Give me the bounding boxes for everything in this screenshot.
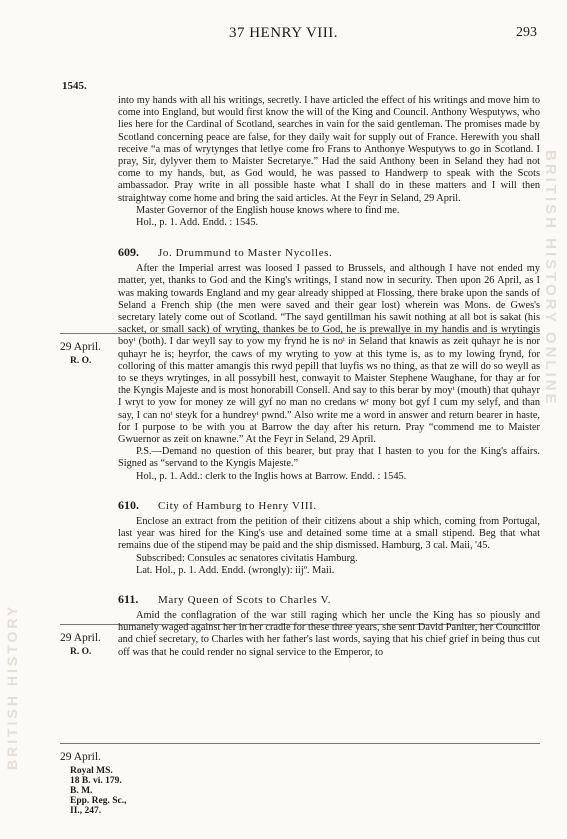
entry-610-heading: [118, 499, 540, 514]
intro-meta: Hol., p. 1. Add. Endd. : 1545.: [136, 217, 259, 229]
entry-609-title: Jo. Drummund to Master Nycolles.: [158, 247, 333, 260]
entry-611-date: 29 April.: [60, 751, 101, 763]
entry-609-body: After the Imperial arrest was loosed I passed to Brussels, and although I have not ended my matter, yet, thanks to God and the King's writings, I stand now in security. Then upon 26 April, as I was making towards England and my gear already shipped at Flossing, there brake upon the sands of Seland a French ship (the men were saved and their gear lost) wherein was Mons. de Gwes's secretary lately come out of Scotland. “The sayd gentillman his sawit nothing at all bot is sakat (his sacket, or small sack) of wryting, thankes be to God, he is prewallye in my handis and is wrytingis boyᵗ (both). I dar weyll say to yow my frynd he is noᵗ in Seland that knawis as zeit quhayr he is nor quhayr he is; heyrfor, the caws of my wryting to yow at this tyme is, as to my lowing frynd, for colloring of this matter amangis this rwyd pepill that luyfis ws no thing, as that ze will do so weyll as to se theys wrytinges, in all possybill hest, conwayit to Maister Stephene Waughane, for thay ar for the Kyngis Majeste and is most honorabill Consell. And say to this berar by moyᵗ (mouth) that quhayr I wryt to yow for money ze will gyf no man no credans wʳ mony bot gyf I cum my selyf, and than say, I can noᵗ steyk for a hundreyᵗ pwnd.” Also write me a word in answer and return bearer in haste, for I purpose to be with you at Barrow the day after his return. Pray “commend me to Maister Gwuernor as zeit on knawne.” At the Feyr in Seland, 29 April.: [118, 263, 540, 446]
entry-611-heading: [118, 593, 540, 608]
document-body: [118, 95, 540, 659]
entry-611-source-4: Epp. Reg. Sc.,: [70, 796, 127, 806]
entry-611-body: Amid the conflagration of the war still raging which her uncle the King has so piously and humanely waged against her in her cradle for these three years, she sent David Paniter, her Councillor and chief secretary, to Charles with her father's last words, saying that his chief grief in being thus cut off was that he could render no signal service to the Emperor, to: [118, 609, 540, 658]
entry-611-number: 611.: [118, 591, 139, 606]
entry-610-number: 610.: [118, 497, 139, 512]
entry-609-meta: Hol., p. 1. Add.: clerk to the Inglis hows at Barrow. Endd. : 1545.: [136, 470, 407, 482]
entry-609-date: 29 April.: [60, 341, 101, 353]
entry-divider: [60, 743, 540, 744]
entry-611-source-2: 18 B. vi. 179.: [70, 776, 122, 786]
entry-610-title: City of Hamburg to Henry VIII.: [158, 499, 317, 512]
running-title: 37 HENRY VIII.: [228, 25, 339, 41]
page-header: [0, 0, 567, 60]
entry-609-heading: [118, 246, 540, 261]
entry-609-number: 609.: [118, 245, 139, 260]
page-number: 293: [516, 25, 537, 40]
entry-609-postscript: P.S.—Demand no question of this bearer, but pray that I hasten to you for the King's affairs. Signed as “servand to the Kyngis Majeste.”: [118, 446, 540, 470]
entry-610-meta: Lat. Hol., p. 1. Add. Endd. (wrongly): iijº. Maii.: [136, 564, 335, 576]
entry-611-source-3: B. M.: [70, 786, 93, 796]
entry-611-title: Mary Queen of Scots to Charles V.: [158, 593, 332, 606]
watermark-left: BRITISH HISTORY: [4, 603, 20, 770]
entry-610-date: 29 April.: [60, 632, 101, 644]
entry-611-source-1: Royal MS.: [70, 766, 113, 776]
intro-note: Master Governor of the English house knows where to find me.: [136, 204, 400, 216]
entry-610-source: R. O.: [70, 647, 92, 657]
entry-610-body: Enclose an extract from the petition of their citizens about a ship which, coming from Portugal, last year was hired for the King's use and detained some time at a small stipend. Beg that what remains due of the stipend may be paid and the ship dismissed. Hamburg, 3 cal. Maii, '45.: [118, 515, 540, 552]
entry-611-source-5: II., 247.: [70, 806, 102, 816]
entry-610-subscribed: Subscribed: Consules ac senatores civitatis Hamburg.: [136, 552, 358, 564]
entry-609-source: R. O.: [70, 356, 92, 366]
continued-paragraph: into my hands with all his writings, secretly. I have articled the effect of his writings and move him to come into England, but would first know the will of the King and Council. Anthony Wesputyws, who lies here for the Cardinal of Scotland, searches in vain for the said gentleman. The promises made by Scotland concerning peace are false, for they daily wait for supply out of France. Herewith you shall receive “a mas of wrytynges that letlye come fro Frans to Anthonye Wesputyws to go in Scotland. I pray, Sir, dylyver them to Maister Secretarye.” Had the said Anthony been in Seland they had not come to my hands, but, as God would, he was passed to Handwerp to speak with the Scots ambassador. Pray write in all possible haste what I shall do in these matters and I will then straightway come home and bring the said articles. At the Feyr in Seland, 29 April.: [118, 95, 540, 204]
margin-year: 1545.: [62, 80, 87, 92]
watermark-right: BRITISH HISTORY ONLINE: [542, 150, 559, 407]
